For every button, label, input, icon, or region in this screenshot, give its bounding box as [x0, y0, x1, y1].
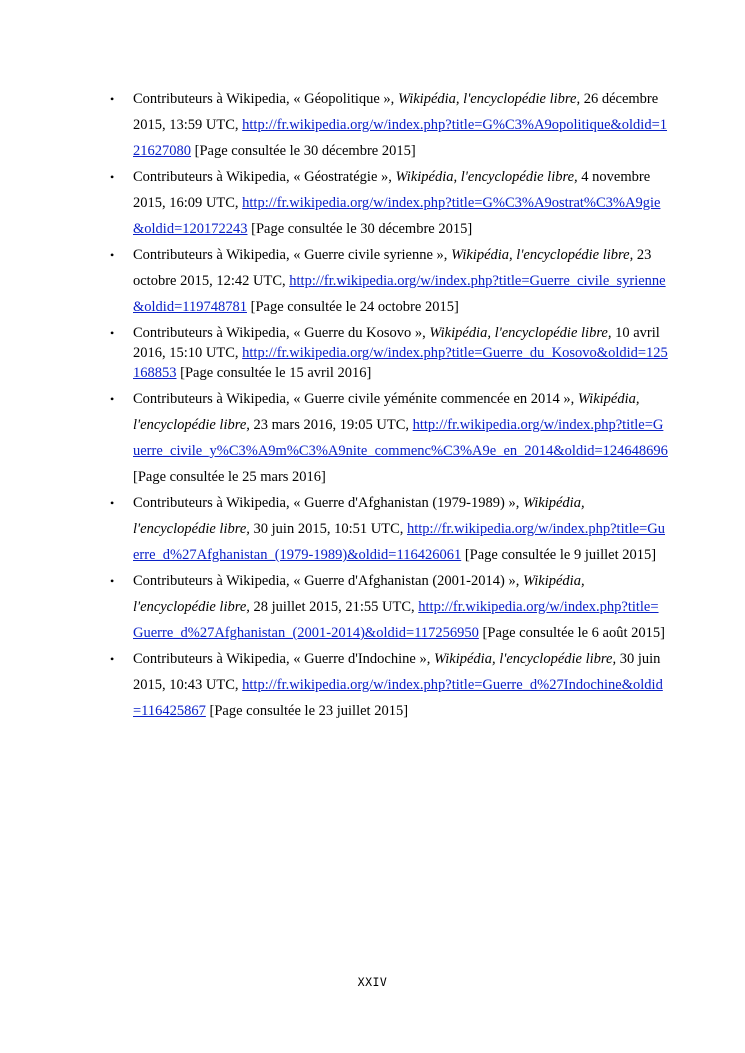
reference-item [108, 242, 668, 320]
reference-consulted: [Page consultée le 25 mars 2016] [133, 469, 326, 485]
reference-item [108, 568, 668, 646]
reference-date: 30 juin 2015, 10:43 UTC, [133, 651, 661, 693]
reference-prefix: Contributeurs à Wikipedia, « Guerre d'Indochine », [133, 651, 434, 667]
reference-source: Wikipédia, l'encyclopédie libre, [429, 325, 612, 341]
reference-consulted: [Page consultée le 9 juillet 2015] [461, 547, 657, 563]
reference-item [108, 323, 668, 383]
reference-date: 28 juillet 2015, 21:55 UTC, [249, 599, 419, 615]
reference-source: Wikipédia, l'encyclopédie libre, [451, 247, 634, 263]
reference-date: 23 mars 2016, 19:05 UTC, [249, 417, 413, 433]
bullet-icon: • [110, 170, 115, 184]
reference-link[interactable]: http://fr.wikipedia.org/w/index.php?title=Guerre_du_Kosovo&oldid=125168853 [133, 345, 668, 381]
bullet-icon: • [110, 326, 115, 340]
reference-source: Wikipédia, l'encyclopédie libre, [395, 169, 578, 185]
bullet-icon: • [110, 652, 115, 666]
reference-prefix: Contributeurs à Wikipedia, « Guerre civile yéménite commencée en 2014 », [133, 391, 578, 407]
reference-item [108, 386, 668, 490]
reference-prefix: Contributeurs à Wikipedia, « Guerre d'Afghanistan (2001-2014) », [133, 573, 523, 589]
reference-source: Wikipédia, l'encyclopédie libre, [397, 91, 581, 107]
reference-consulted: [Page consultée le 15 avril 2016] [176, 365, 372, 381]
reference-date: 23 octobre 2015, 12:42 UTC, [133, 247, 652, 289]
reference-item [108, 646, 668, 724]
reference-consulted: [Page consultée le 30 décembre 2015] [191, 143, 416, 159]
reference-date: 30 juin 2015, 10:51 UTC, [249, 521, 407, 537]
reference-date: 10 avril 2016, 15:10 UTC, [133, 325, 660, 361]
reference-link[interactable]: http://fr.wikipedia.org/w/index.php?title=G%C3%A9opolitique&oldid=121627080 [133, 117, 668, 159]
bullet-icon: • [110, 496, 115, 510]
reference-link[interactable]: http://fr.wikipedia.org/w/index.php?title=Guerre_d%27Indochine&oldid=116425867 [133, 677, 663, 719]
reference-link[interactable]: http://fr.wikipedia.org/w/index.php?title=Guerre_civile_syrienne&oldid=119748781 [133, 273, 666, 315]
reference-link[interactable]: http://fr.wikipedia.org/w/index.php?title=G%C3%A9ostrat%C3%A9gie&oldid=120172243 [133, 195, 661, 237]
reference-source: Wikipédia, l'encyclopédie libre, [133, 573, 585, 615]
reference-prefix: Contributeurs à Wikipedia, « Guerre d'Afghanistan (1979-1989) », [133, 495, 523, 511]
reference-prefix: Contributeurs à Wikipedia, « Guerre du Kosovo », [133, 325, 430, 341]
reference-list [108, 86, 668, 724]
reference-consulted: [Page consultée le 23 juillet 2015] [205, 703, 409, 719]
bullet-icon: • [110, 92, 115, 106]
reference-source: Wikipédia, l'encyclopédie libre, [433, 651, 617, 667]
bullet-icon: • [110, 248, 115, 262]
reference-prefix: Contributeurs à Wikipedia, « Géopolitique », [133, 91, 398, 107]
reference-item [108, 86, 668, 164]
reference-link[interactable]: http://fr.wikipedia.org/w/index.php?title=Guerre_d%27Afghanistan_(1979-1989)&oldid=116426061 [133, 521, 665, 563]
reference-item [108, 490, 668, 568]
bullet-icon: • [110, 574, 115, 588]
reference-item [108, 164, 668, 242]
reference-link[interactable]: http://fr.wikipedia.org/w/index.php?title=Guerre_civile_y%C3%A9m%C3%A9nite_commenc%C3%A9e_en_2014&oldid=124648696 [133, 417, 668, 459]
reference-date: 26 décembre 2015, 13:59 UTC, [133, 91, 659, 133]
bullet-icon: • [110, 392, 115, 406]
reference-link[interactable]: http://fr.wikipedia.org/w/index.php?title=Guerre_d%27Afghanistan_(2001-2014)&oldid=117256950 [133, 599, 659, 641]
reference-consulted: [Page consultée le 24 octobre 2015] [246, 299, 459, 315]
reference-consulted: [Page consultée le 30 décembre 2015] [247, 221, 473, 237]
reference-prefix: Contributeurs à Wikipedia, « Géostratégie », [133, 169, 396, 185]
reference-date: 4 novembre 2015, 16:09 UTC, [133, 169, 651, 211]
reference-source: Wikipédia, l'encyclopédie libre, [133, 391, 640, 433]
page-number: XXIV [357, 975, 388, 989]
reference-prefix: Contributeurs à Wikipedia, « Guerre civile syrienne », [133, 247, 452, 263]
reference-consulted: [Page consultée le 6 août 2015] [478, 625, 665, 641]
reference-source: Wikipédia, l'encyclopédie libre, [133, 495, 585, 537]
